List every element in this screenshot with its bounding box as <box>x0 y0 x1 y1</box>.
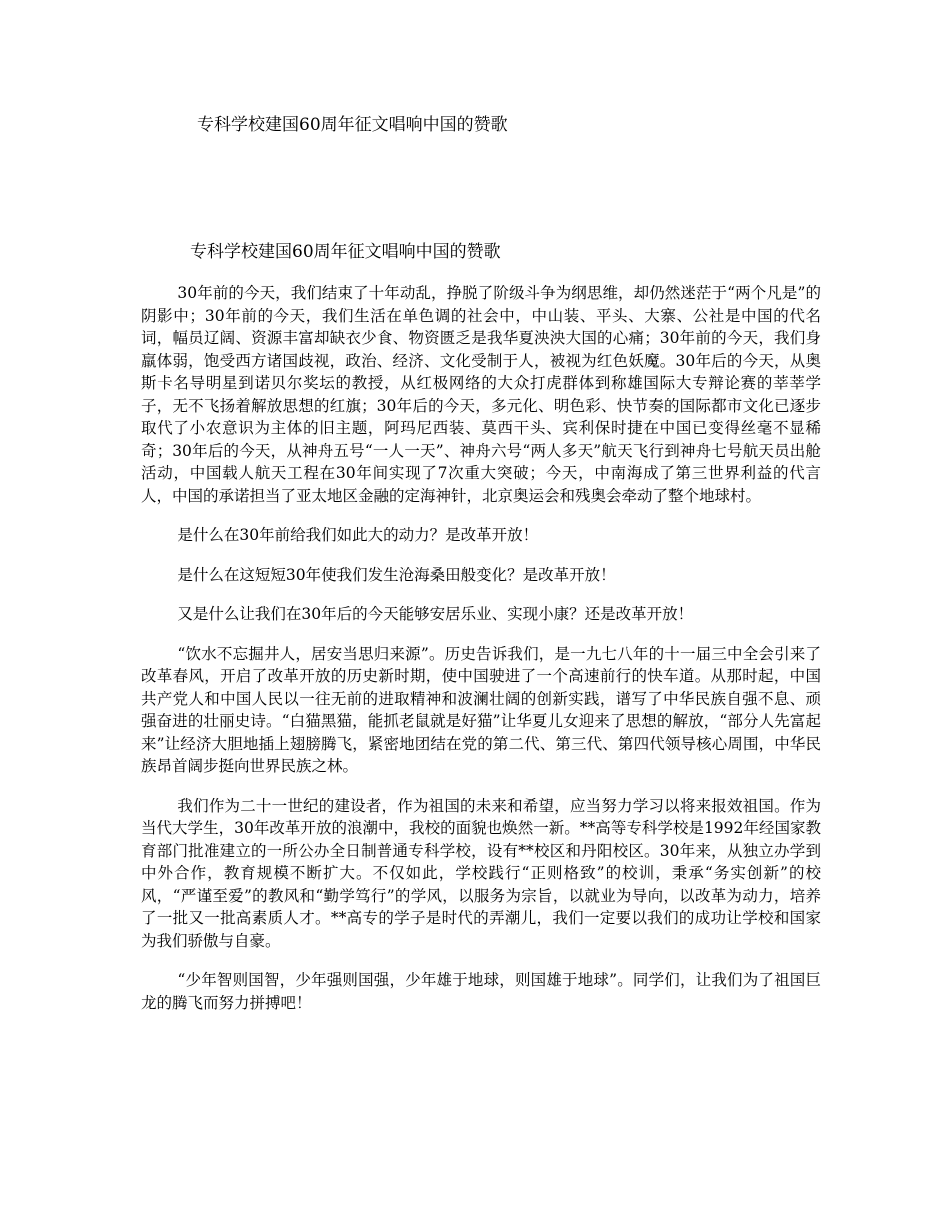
paragraph: 我们作为二十一世纪的建设者，作为祖国的未来和希望，应当努力学习以将来报效祖国。作为当代大学生，30年改革开放的浪潮中，我校的面貌也焕然一新。**高等专科学校是1992年经国家教育部门批准建立的一所公办全日制普通专科学校，设有**校区和丹阳校区。30年来，从独立办学到中外合作，教育规模不断扩大。不仅如此，学校践行“正则格致”的校训，秉承“务实创新”的校风，“严谨至爱”的教风和“勤学笃行”的学风，以服务为宗旨，以就业为导向，以改革为动力，培养了一批又一批高素质人才。**高专的学子是时代的弄潮儿，我们一定要以我们的成功让学校和国家为我们骄傲与自豪。 <box>141 796 821 950</box>
paragraph: “饮水不忘掘井人，居安当思归来源”。历史告诉我们，是一九七八年的十一届三中全会引来了改革春风，开启了改革开放的历史新时期，使中国驶进了一个高速前行的快车道。从那时起，中国共产党人和中国人民以一往无前的进取精神和波澜壮阔的创新实践，谱写了中华民族自强不息、顽强奋进的壮丽史诗。“白猫黑猫，能抓老鼠就是好猫”让华夏儿女迎来了思想的解放，“部分人先富起来”让经济大胆地插上翅膀腾飞，紧密地团结在党的第二代、第三代、第四代领导核心周围，中华民族昂首阔步挺向世界民族之林。 <box>141 644 821 775</box>
article-title: 专科学校建国60周年征文唱响中国的赞歌 <box>190 242 501 262</box>
paragraph: 30年前的今天，我们结束了十年动乱，挣脱了阶级斗争为纲思维，却仍然迷茫于“两个凡是”的阴影中；30年前的今天，我们生活在单色调的社会中，中山装、平头、大寨、公社是中国的代名词，幅员辽阔、资源丰富却缺衣少食、物资匮乏是我华夏泱泱大国的心痛；30年前的今天，我们身羸体弱，饱受西方诸国歧视，政治、经济、文化受制于人，被视为红色妖魔。30年后的今天，从奥斯卡名导明星到诺贝尔奖坛的教授，从红极网络的大众打虎群体到称雄国际大专辩论赛的莘莘学子，无不飞扬着解放思想的红旗；30年后的今天，多元化、明色彩、快节奏的国际都市文化已逐步取代了小农意识为主体的旧主题，阿玛尼西装、莫西干头、宾利保时捷在中国已变得丝毫不显稀奇；30年后的今天，从神舟五号“一人一天”、神舟六号“两人多天”航天飞行到神舟七号航天员出舱活动，中国载人航天工程在30年间实现了7次重大突破；今天，中南海成了第三世界利益的代言人，中国的承诺担当了亚太地区金融的定海神针，北京奥运会和残奥会牵动了整个地球村。 <box>141 284 821 505</box>
paragraph: “少年智则国智，少年强则国强，少年雄于地球，则国雄于地球”。同学们，让我们为了祖国巨龙的腾飞而努力拼搏吧！ <box>141 971 821 1012</box>
document-header-title: 专科学校建国60周年征文唱响中国的赞歌 <box>197 115 508 135</box>
paragraph: 是什么在这短短30年使我们发生沧海桑田般变化？是改革开放！ <box>177 565 616 584</box>
paragraph: 是什么在30年前给我们如此大的动力？是改革开放！ <box>177 526 539 544</box>
paragraph: 又是什么让我们在30年后的今天能够安居乐业、实现小康？还是改革开放！ <box>177 605 694 623</box>
article-body <box>141 282 821 1031</box>
